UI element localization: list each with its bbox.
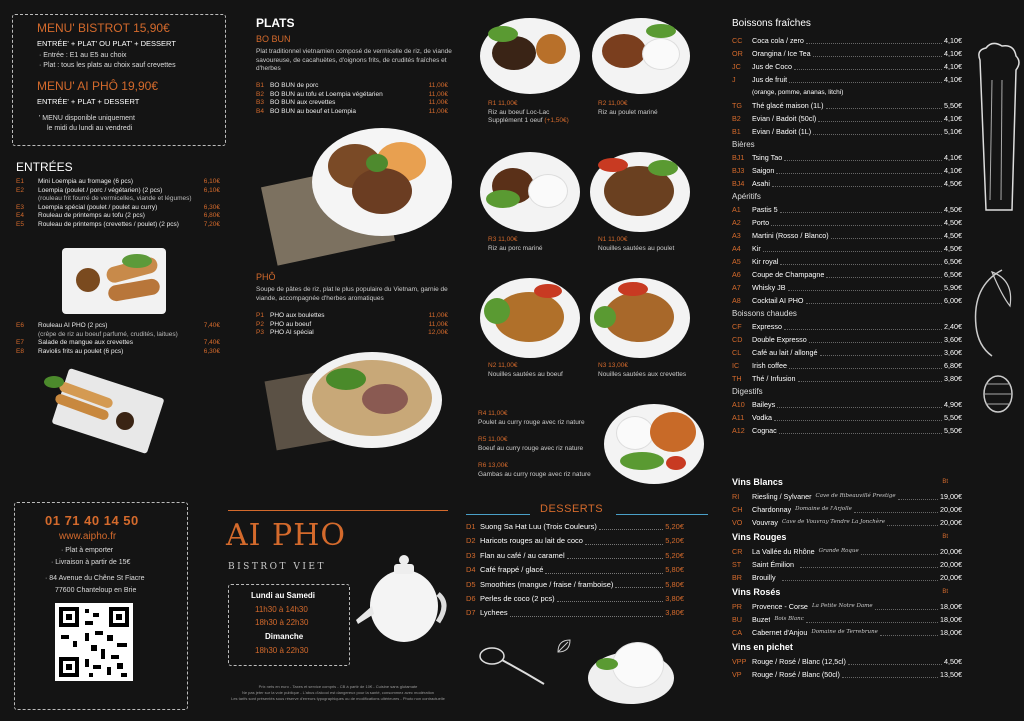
- list-item: D3 Flan au café / au caramel 5,20€: [466, 550, 684, 560]
- list-item: CD Double Expresso 3,60€: [732, 335, 962, 344]
- bobun-photo: [268, 124, 458, 264]
- dish-name: Nouilles sautées au poulet: [598, 244, 675, 252]
- dish-name: Nouilles sautées au boeuf: [488, 370, 563, 378]
- drinks-list: [732, 34, 962, 437]
- list-item: CR La Vallée du Rhône Grande Roque 20,00€: [732, 547, 962, 556]
- desserts-rule-right: [616, 514, 708, 515]
- dish-r1-photo: [478, 16, 582, 96]
- list-item: PR Provence - Corse La Petite Notre Dame 18,00€: [732, 602, 962, 611]
- vins-rouges-title: Vins Rouges: [732, 532, 787, 542]
- list-item: E6 Rouleau AI PHÔ (2 pcs) 7,40€: [16, 322, 220, 329]
- list-item: J Jus de fruit 4,10€: [732, 75, 962, 84]
- dessert-photo: [588, 642, 678, 706]
- desserts-title: DESSERTS: [540, 503, 604, 515]
- list-item: VP Rouge / Rosé / Blanc (50cl) 13,50€: [732, 670, 962, 679]
- dish-r1-label: [488, 100, 569, 126]
- list-item: B2 BO BUN au tofu et Loempia végétarien 11,00€: [256, 90, 448, 98]
- menu-aipho-title: MENU' AI PHÔ 19,90€: [37, 79, 159, 93]
- list-item: BR Brouilly 20,00€: [732, 573, 962, 582]
- bistrot-menu-box: [12, 14, 226, 146]
- pho-description: Soupe de pâtes de riz, plat le plus populaire du Vietnam, garnie de viande, accompagnée d'herbes aromatiques: [256, 286, 448, 302]
- list-item: RI Riesling / Sylvaner Cave de Ribeauvillé Prestige 19,00€: [732, 492, 962, 501]
- dish-n3-label: [598, 362, 686, 379]
- list-item: ST Saint Émilion 20,00€: [732, 560, 962, 569]
- hours-dinner: 18h30 à 22h30: [255, 618, 309, 627]
- list-item: D6 Perles de coco (2 pcs) 3,80€: [466, 594, 684, 604]
- dish-name: Riz au poulet mariné: [598, 108, 658, 116]
- list-item: A12 Cognac 5,50€: [732, 426, 962, 435]
- contact-line-takeaway: · Plat à emporter: [61, 547, 114, 554]
- plats-title: PLATS: [256, 16, 295, 30]
- list-item: BU Buzet Bois Blanc 18,00€: [732, 615, 962, 624]
- curry-code: R6 13,00€: [478, 462, 508, 469]
- list-item: A1 Pastis 5 4,50€: [732, 205, 962, 214]
- dish-r3-photo: [478, 150, 582, 234]
- menu-bistrot-line: ENTRÉE' + PLAT' OU PLAT' + DESSERT: [37, 39, 176, 48]
- hours-label-weekdays: Lundi au Samedi: [251, 591, 316, 600]
- pho-photo: [270, 346, 460, 458]
- list-item: TH Thé / Infusion 3,80€: [732, 374, 962, 383]
- list-item: B2 Evian / Badoit (50cl) 4,10€: [732, 114, 962, 123]
- phone-number[interactable]: 01 71 40 14 50: [45, 513, 139, 528]
- vins-pichet-title: Vins en pichet: [732, 642, 793, 652]
- fineprint-1: Prix nets en euro - Taxes et service compris - CB à partir de 10€ - Cuisine sans glutamate: [258, 684, 418, 689]
- bottle-size-label: Bt: [942, 479, 948, 485]
- list-item: BJ4 Asahi 4,50€: [732, 179, 962, 188]
- curry-code: R5 11,00€: [478, 436, 508, 443]
- bottle-size-label: Bt: [942, 534, 948, 540]
- contact-line-address: · 84 Avenue du Chêne St Fiacre: [45, 575, 145, 582]
- contact-line-delivery: · Livraison à partir de 15€: [51, 559, 131, 566]
- list-item: A3 Martini (Rosso / Blanco) 4,50€: [732, 231, 962, 240]
- list-item: (rouleau frit fourré de vermicelles, viande et légumes): [38, 195, 192, 202]
- list-item: E4 Rouleau de printemps au tofu (2 pcs) 6,80€: [16, 212, 220, 219]
- list-item: A8 Cocktail AI PHO 6,00€: [732, 296, 962, 305]
- curry-name: Poulet au curry rouge avec riz nature: [478, 418, 585, 426]
- dish-n3-photo: [588, 276, 692, 360]
- list-item: CA Cabernet d'Anjou Domaine de Terrebrune 18,00€: [732, 628, 962, 637]
- list-item: IC Irish coffee 6,80€: [732, 361, 962, 370]
- spoon-icon: [478, 644, 548, 688]
- contact-line-city: 77600 Chanteloup en Brie: [55, 587, 137, 594]
- bobun-list: [256, 82, 448, 116]
- desserts-rule-left: [466, 514, 530, 515]
- hours-box: [228, 584, 350, 666]
- list-item: E1 Mini Loempia au fromage (6 pcs) 6,10€: [16, 178, 220, 185]
- list-item: E5 Rouleau de printemps (crevettes / poulet) (2 pcs) 7,20€: [16, 220, 220, 228]
- dish-n2-photo: [478, 276, 582, 360]
- dish-code: R2 11,00€: [598, 100, 628, 107]
- curry-list: [478, 410, 610, 479]
- contact-box: [14, 502, 188, 710]
- curry-name: Gambas au curry rouge avec riz nature: [478, 470, 591, 478]
- beer-glass-icon: [972, 40, 1022, 220]
- list-item: A6 Coupe de Champagne 6,50€: [732, 270, 962, 279]
- list-item: A10 Baileys 4,90€: [732, 400, 962, 409]
- dish-r3-label: [488, 236, 543, 253]
- hours-sunday: 18h30 à 22h30: [255, 646, 309, 655]
- list-item: E8 Raviolis frits au poulet (6 pcs) 6,30€: [16, 347, 220, 355]
- dish-n2-label: [488, 362, 563, 379]
- fineprint-3: Les tarifs sont présentés sous réserve d'erreurs typographiques ou de modifications ultérieures - Photo non contractuelle: [231, 696, 445, 701]
- dish-n1-photo: [588, 150, 692, 234]
- qr-code-icon[interactable]: [55, 603, 133, 681]
- list-item: A7 Whisky JB 5,90€: [732, 283, 962, 292]
- spring-roll-photo: [62, 248, 166, 314]
- menu-note-2: le midi du lundi au vendredi: [47, 125, 133, 132]
- teapot-icon: [352, 540, 448, 660]
- bobun-description: Plat traditionnel vietnamien composé de vermicelle de riz, de viande savoureuse, de cacahuètes, d'oignons frits, de crudités fraîches et d'herbes: [256, 48, 452, 72]
- drinks-title: Boissons fraîches: [732, 18, 811, 29]
- list-item: A5 Kir royal 6,50€: [732, 257, 962, 266]
- brand-subtitle: BISTROT VIET: [228, 562, 326, 572]
- desserts-list: [466, 520, 684, 621]
- list-item: D5 Smoothies (mangue / fraise / framboise) 5,80€: [466, 579, 684, 589]
- entrees-title: ENTRÉES: [16, 160, 73, 174]
- hop-icon: [962, 266, 1020, 426]
- vins-blancs-title: Vins Blancs: [732, 477, 783, 487]
- list-item: E7 Salade de mangue aux crevettes 7,40€: [16, 339, 220, 346]
- list-item: VPP Rouge / Rosé / Blanc (12,5cl) 4,50€: [732, 657, 962, 666]
- list-item: TG Thé glacé maison (1L) 5,50€: [732, 101, 962, 110]
- list-item: P2 PHÔ au boeuf 11,00€: [256, 320, 448, 328]
- list-item: OR Orangina / Ice Tea 4,10€: [732, 49, 962, 58]
- bobun-title: BO BUN: [256, 34, 291, 44]
- list-item: BJ3 Saigon 4,10€: [732, 166, 962, 175]
- list-item: A11 Vodka 5,50€: [732, 413, 962, 422]
- dish-name: Riz au porc mariné: [488, 244, 543, 252]
- aperitifs-title: Apéritifs: [732, 192, 761, 201]
- list-item: A4 Kir 4,50€: [732, 244, 962, 253]
- leaf-icon: [556, 638, 572, 654]
- dish-code: R1 11,00€: [488, 100, 518, 107]
- list-item: B1 BO BUN de porc 11,00€: [256, 82, 448, 89]
- entrees-list-2: [16, 322, 220, 356]
- list-item: E2 Loempia (poulet / porc / végétarien) (2 pcs) 6,10€: [16, 186, 220, 194]
- dish-code: N2 11,00€: [488, 362, 518, 369]
- list-item: D2 Haricots rouges au lait de coco 5,20€: [466, 536, 684, 546]
- brand-name: AI PHO: [226, 518, 346, 553]
- curry-name: Boeuf au curry rouge avec riz nature: [478, 444, 584, 452]
- list-item: B3 BO BUN aux crevettes 11,00€: [256, 99, 448, 106]
- list-item: B1 Evian / Badoit (1L) 5,10€: [732, 127, 962, 136]
- hours-lunch: 11h30 à 14h30: [255, 605, 308, 614]
- wines-list: [732, 474, 962, 681]
- list-item: VO Vouvray Cave de Vouvray Tendre La Jonchère 20,00€: [732, 518, 962, 527]
- curry-code: R4 11,00€: [478, 410, 508, 417]
- menu-bistrot-note-1: · Entrée : E1 au E5 au choix: [39, 52, 127, 59]
- list-item: (crêpe de riz au boeuf parfumé, crudités, laitues): [38, 330, 178, 338]
- pho-title: PHÔ: [256, 272, 276, 282]
- list-item: (orange, pomme, ananas, litchi): [752, 89, 844, 96]
- fineprint-2: Ne pas jeter sur la voie publique - L'abus d'alcool est dangereux pour la santé, consommez avec modération: [241, 690, 435, 695]
- dish-extra: Supplément 1 oeuf (+1,50€): [488, 117, 569, 124]
- list-item: CF Expresso 2,40€: [732, 322, 962, 331]
- roll-board-photo: [40, 372, 166, 450]
- menu-aipho-line: ENTRÉE' + PLAT + DESSERT: [37, 97, 140, 106]
- list-item: P1 PHÔ aux boulettes 11,00€: [256, 312, 448, 319]
- dish-code: N3 13,00€: [598, 362, 628, 369]
- list-item: CL Café au lait / allongé 3,60€: [732, 348, 962, 357]
- hours-label-sunday: Dimanche: [265, 632, 304, 641]
- menu-bistrot-note-2: · Plat : tous les plats au choix sauf crevettes: [39, 62, 176, 69]
- list-item: P3 PHÔ AI spécial 12,00€: [256, 329, 448, 336]
- dish-name: Nouilles sautées aux crevettes: [598, 370, 687, 378]
- dish-name: Riz au boeuf Loc-Lac: [488, 108, 550, 116]
- menu-bistrot-title: MENU' BISTROT 15,90€: [37, 21, 170, 35]
- chaudes-title: Boissons chaudes: [732, 309, 797, 318]
- list-item: CC Coca cola / zero 4,10€: [732, 36, 962, 45]
- dish-r2-label: [598, 100, 658, 117]
- vins-roses-title: Vins Rosés: [732, 587, 781, 597]
- curry-photo: [602, 402, 706, 486]
- website-link[interactable]: www.aipho.fr: [59, 531, 117, 542]
- dish-r2-photo: [592, 16, 692, 96]
- list-item: E3 Loempia spécial (poulet / poulet au curry) 6,30€: [16, 203, 220, 211]
- dish-n1-label: [598, 236, 674, 253]
- bottle-size-label: Bt: [942, 589, 948, 595]
- pho-list: [256, 312, 448, 338]
- bieres-title: Bières: [732, 140, 755, 149]
- list-item: JC Jus de Coco 4,10€: [732, 62, 962, 71]
- menu-note-1: ' MENU disponible uniquement: [39, 115, 135, 122]
- dish-code: R3 11,00€: [488, 236, 518, 243]
- list-item: BJ1 Tsing Tao 4,10€: [732, 153, 962, 162]
- list-item: B4 BO BUN au boeuf et Loempia 11,00€: [256, 107, 448, 115]
- list-item: D7 Lychees 3,80€: [466, 608, 684, 618]
- dish-code: N1 11,00€: [598, 236, 628, 243]
- brand-top-rule: [228, 510, 448, 511]
- list-item: CH Chardonnay Domaine de l'Arjolle 20,00€: [732, 505, 962, 514]
- list-item: D4 Café frappé / glacé 5,80€: [466, 565, 684, 575]
- list-item: D1 Suong Sa Hat Luu (Trois Couleurs) 5,20€: [466, 522, 684, 531]
- digestifs-title: Digestifs: [732, 387, 763, 396]
- list-item: A2 Porto 4,50€: [732, 218, 962, 227]
- entrees-list-1: [16, 178, 220, 229]
